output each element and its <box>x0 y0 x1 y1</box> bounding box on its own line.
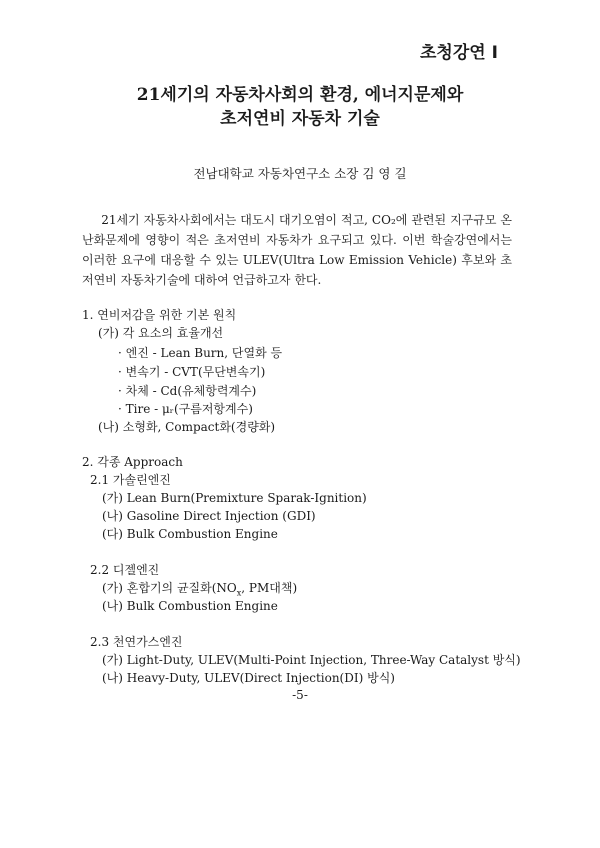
section-2-1-heading: 2.1 가솔린엔진 <box>90 473 171 487</box>
diesel-item-a-suffix: , PM대책) <box>241 581 298 595</box>
gasoline-item-b: (나) Gasoline Direct Injection (GDI) <box>102 509 316 523</box>
bullet-body: · 차체 - Cd(유체항력계수) <box>118 384 257 398</box>
section-2-3-heading: 2.3 천연가스엔진 <box>90 635 183 649</box>
diesel-item-a-text: (가) 혼합기의 균질화(NO <box>102 581 237 595</box>
bullet-tire: · Tire - μᵣ(구름저항계수) <box>118 402 253 416</box>
abstract-text: 21세기 자동차사회에서는 대도시 대기오염이 적고, CO₂에 관련된 지구규모 온난화문제에 영향이 적은 초저연비 자동차가 요구되고 있다. 이번 학술강연에서는 이러한 요구에 대응할 수 있는 ULEV(Ultra Low Emission Vehicle) 후보와 초저연비 자동차기술에 대하여 언급하고자 한다. <box>82 213 512 287</box>
section-1-item-a: (가) 각 요소의 효율개선 <box>98 326 224 340</box>
page-number: -5- <box>292 688 308 702</box>
gasoline-item-c: (다) Bulk Combustion Engine <box>102 527 278 541</box>
natural-gas-item-b: (나) Heavy-Duty, ULEV(Direct Injection(DI) 방식) <box>102 671 395 685</box>
session-badge: 초청강연 I <box>420 43 498 63</box>
section-1-item-b: (나) 소형화, Compact화(경량화) <box>98 420 276 434</box>
title-line-2: 초저연비 자동차 기술 <box>220 109 380 129</box>
natural-gas-item-a: (가) Light-Duty, ULEV(Multi-Point Injection, Three-Way Catalyst 방식) <box>102 653 521 667</box>
section-1-heading: 1. 연비저감을 위한 기본 원칙 <box>82 308 237 322</box>
title-line-1: 21세기의 자동차사회의 환경, 에너지문제와 <box>136 85 464 105</box>
gasoline-item-a: (가) Lean Burn(Premixture Sparak-Ignition) <box>102 491 367 505</box>
section-2-2-heading: 2.2 디젤엔진 <box>90 563 160 577</box>
section-2-heading: 2. 각종 Approach <box>82 455 183 469</box>
bullet-transmission: · 변속기 - CVT(무단변속기) <box>118 365 266 379</box>
author-line: 전남대학교 자동차연구소 소장 김 영 길 <box>193 166 407 181</box>
nox-subscript: x <box>236 588 242 598</box>
bullet-engine: · 엔진 - Lean Burn, 단열화 등 <box>118 346 283 360</box>
diesel-item-b: (나) Bulk Combustion Engine <box>102 599 278 613</box>
abstract <box>82 210 512 290</box>
